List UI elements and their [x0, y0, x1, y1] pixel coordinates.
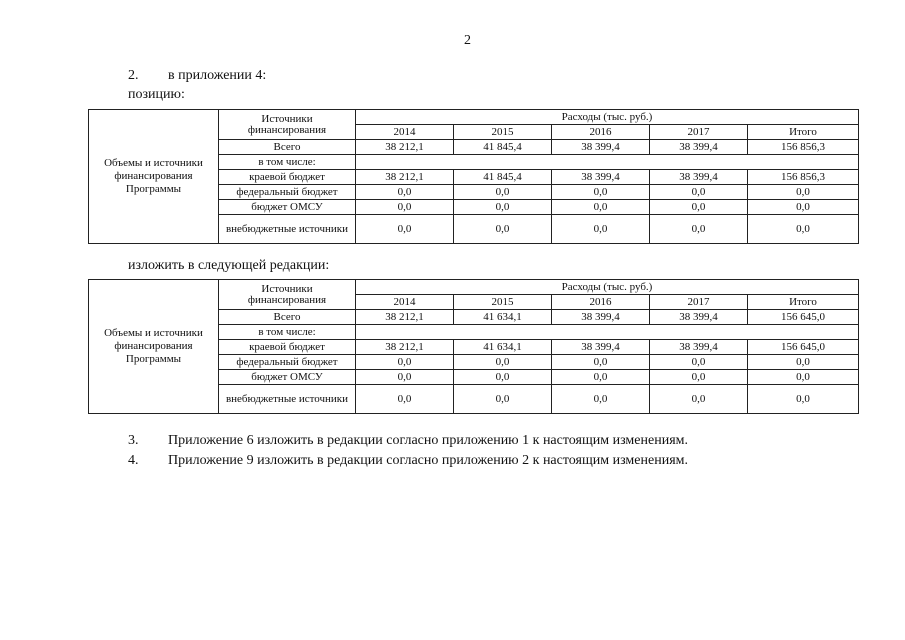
year-cell: 2014 — [356, 295, 454, 310]
value-cell: 0,0 — [650, 355, 748, 370]
value-cell: 38 399,4 — [650, 340, 748, 355]
value-cell: 38 399,4 — [650, 140, 748, 155]
value-cell: 38 212,1 — [356, 140, 454, 155]
value-cell: 0,0 — [552, 355, 650, 370]
year-cell: 2015 — [454, 125, 552, 140]
item-3-number: 3. — [128, 433, 139, 448]
value-cell: 38 212,1 — [356, 170, 454, 185]
value-cell: 0,0 — [748, 215, 859, 244]
value-cell: 156 645,0 — [748, 340, 859, 355]
position-label: позицию: — [128, 87, 185, 102]
value-cell: 0,0 — [552, 385, 650, 414]
value-cell: 38 399,4 — [650, 170, 748, 185]
value-cell: 38 399,4 — [650, 310, 748, 325]
item-4 — [128, 453, 688, 469]
year-cell: 2015 — [454, 295, 552, 310]
row-name: краевой бюджет — [219, 170, 356, 185]
value-cell: 38 399,4 — [552, 310, 650, 325]
sources-header: Источники финансирования — [219, 280, 356, 310]
row-name: бюджет ОМСУ — [219, 200, 356, 215]
row-name: Всего — [219, 140, 356, 155]
total-header-cell: Итого — [748, 125, 859, 140]
program-funding-label: Объемы и источники финансирования Программы — [89, 110, 219, 244]
item-3-text: Приложение 6 изложить в редакции согласно приложению 1 к настоящим изменениям. — [168, 433, 688, 448]
year-cell: 2017 — [650, 125, 748, 140]
expenses-header: Расходы (тыс. руб.) — [356, 110, 859, 125]
value-cell: 0,0 — [650, 385, 748, 414]
item-2-text: в приложении 4: — [168, 68, 267, 83]
value-cell: 0,0 — [356, 385, 454, 414]
value-cell: 0,0 — [454, 370, 552, 385]
value-cell: 41 634,1 — [454, 310, 552, 325]
value-cell: 0,0 — [552, 215, 650, 244]
value-cell: 0,0 — [552, 185, 650, 200]
value-cell: 38 399,4 — [552, 140, 650, 155]
value-cell: 0,0 — [650, 200, 748, 215]
value-cell: 41 845,4 — [454, 170, 552, 185]
value-cell: 0,0 — [650, 215, 748, 244]
value-cell: 38 212,1 — [356, 310, 454, 325]
value-cell: 0,0 — [748, 385, 859, 414]
value-cell: 0,0 — [356, 185, 454, 200]
value-cell: 156 856,3 — [748, 140, 859, 155]
row-name: краевой бюджет — [219, 340, 356, 355]
value-cell: 0,0 — [356, 215, 454, 244]
value-cell: 0,0 — [748, 370, 859, 385]
year-cell: 2017 — [650, 295, 748, 310]
row-name: внебюджетные источники — [219, 215, 356, 244]
value-cell: 156 645,0 — [748, 310, 859, 325]
financing-table-new — [88, 279, 859, 414]
value-cell: 0,0 — [356, 355, 454, 370]
item-4-text: Приложение 9 изложить в редакции согласно приложению 2 к настоящим изменениям. — [168, 453, 688, 468]
value-cell: 0,0 — [454, 200, 552, 215]
year-cell: 2014 — [356, 125, 454, 140]
value-cell: 0,0 — [552, 200, 650, 215]
value-cell: 0,0 — [552, 370, 650, 385]
value-cell: 156 856,3 — [748, 170, 859, 185]
item-2-number: 2. — [128, 68, 139, 83]
row-name: бюджет ОМСУ — [219, 370, 356, 385]
value-cell: 0,0 — [454, 215, 552, 244]
value-cell: 38 399,4 — [552, 340, 650, 355]
value-cell: 0,0 — [650, 370, 748, 385]
value-cell: 0,0 — [356, 200, 454, 215]
total-header-cell: Итого — [748, 295, 859, 310]
value-cell: 0,0 — [454, 185, 552, 200]
value-cell: 38 212,1 — [356, 340, 454, 355]
item-2 — [128, 68, 266, 84]
empty-cell — [356, 325, 859, 340]
program-funding-label: Объемы и источники финансирования Программы — [89, 280, 219, 414]
row-name: Всего — [219, 310, 356, 325]
financing-table-old — [88, 109, 859, 244]
value-cell: 41 634,1 — [454, 340, 552, 355]
value-cell: 38 399,4 — [552, 170, 650, 185]
row-name: внебюджетные источники — [219, 385, 356, 414]
value-cell: 0,0 — [748, 185, 859, 200]
year-cell: 2016 — [552, 125, 650, 140]
value-cell: 0,0 — [748, 200, 859, 215]
expenses-header: Расходы (тыс. руб.) — [356, 280, 859, 295]
value-cell: 0,0 — [748, 355, 859, 370]
row-name: федеральный бюджет — [219, 185, 356, 200]
value-cell: 0,0 — [356, 370, 454, 385]
sources-header: Источники финансирования — [219, 110, 356, 140]
including-label: в том числе: — [219, 155, 356, 170]
item-4-number: 4. — [128, 453, 139, 468]
including-label: в том числе: — [219, 325, 356, 340]
value-cell: 0,0 — [650, 185, 748, 200]
item-3 — [128, 433, 688, 449]
replace-label: изложить в следующей редакции: — [128, 258, 330, 273]
value-cell: 0,0 — [454, 355, 552, 370]
page-number: 2 — [464, 33, 471, 48]
value-cell: 0,0 — [454, 385, 552, 414]
empty-cell — [356, 155, 859, 170]
row-name: федеральный бюджет — [219, 355, 356, 370]
year-cell: 2016 — [552, 295, 650, 310]
value-cell: 41 845,4 — [454, 140, 552, 155]
